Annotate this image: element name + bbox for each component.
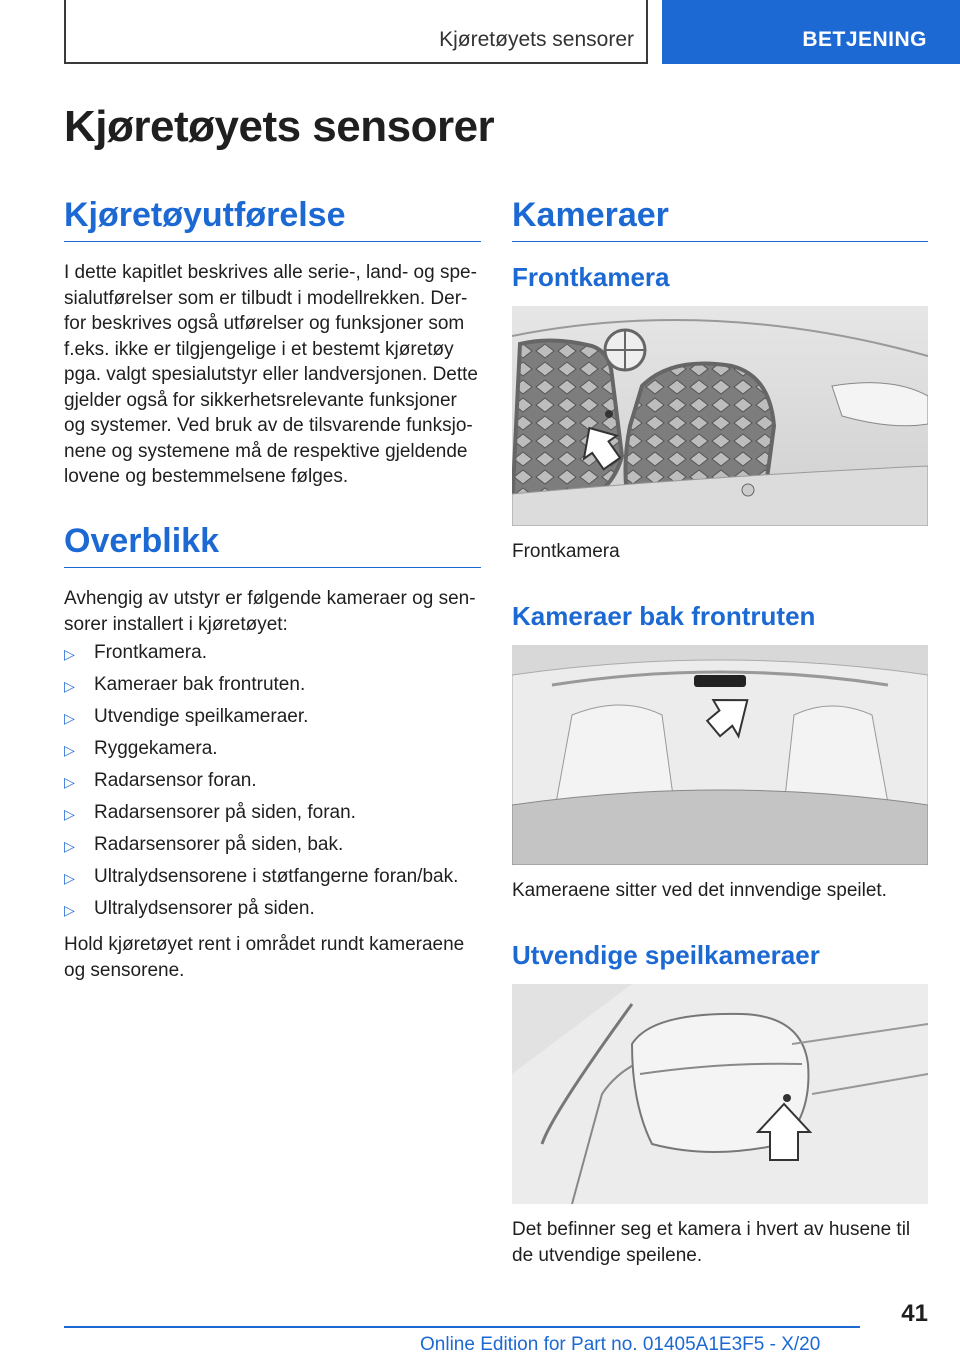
- list-item-text: Radarsensor foran.: [94, 770, 257, 791]
- heading-mirror-cameras: Utvendige speilkameraer: [512, 940, 820, 970]
- list-item: [64, 768, 484, 800]
- running-header: [64, 0, 648, 64]
- list-item-text: Ultralydsensorene i støtfangerne foran/bak.: [94, 866, 459, 887]
- list-item: [64, 640, 484, 672]
- text-line: Avhengig av utstyr er følgende kameraer og sen-: [64, 588, 476, 609]
- triangle-bullet-icon: ▷: [64, 646, 75, 662]
- text-line: nene og systemene må de respektive gjeldende: [64, 440, 468, 462]
- heading-overview: Overblikk: [64, 522, 481, 568]
- text-line: pga. valgt spesialutstyr eller landversjonen. Dette: [64, 364, 479, 385]
- list-item: [64, 832, 484, 864]
- list-item: [64, 800, 484, 832]
- equipment-paragraph: [64, 260, 484, 490]
- mirror-camera-caption: [512, 1217, 932, 1268]
- chapter-tab[interactable]: [662, 0, 960, 64]
- text-line: gjelder også for sikkerhetsrelevante funksjoner: [64, 389, 457, 411]
- triangle-bullet-icon: ▷: [64, 902, 75, 918]
- front-camera-illustration: [512, 306, 928, 526]
- triangle-bullet-icon: ▷: [64, 710, 75, 726]
- list-item: [64, 864, 484, 896]
- sensor-list: [64, 640, 484, 928]
- heading-cameras: Kameraer: [512, 196, 928, 242]
- list-item-text: Frontkamera.: [94, 642, 207, 663]
- list-item-text: Utvendige speilkameraer.: [94, 706, 309, 727]
- running-header-title: Kjøretøyets sensorer: [439, 28, 634, 51]
- closing-paragraph: [64, 932, 484, 983]
- text-line: for beskrives også utførelser og funksjoner som: [64, 313, 465, 334]
- list-item-text: Kameraer bak frontruten.: [94, 674, 306, 695]
- text-line: I dette kapitlet beskrives alle serie-, land- og spe-: [64, 262, 477, 283]
- heading-front-camera: Frontkamera: [512, 262, 670, 292]
- mirror-camera-illustration: [512, 984, 928, 1204]
- list-item-text: Radarsensorer på siden, foran.: [94, 802, 356, 823]
- footer-edition-text: Online Edition for Part no. 01405A1E3F5 - X/20: [420, 1334, 821, 1355]
- text-line: og systemer. Ved bruk av de tilsvarende funksjo-: [64, 415, 473, 436]
- footer-divider: [64, 1326, 860, 1328]
- overview-intro: [64, 586, 484, 637]
- chapter-tab-label: BETJENING: [802, 28, 927, 51]
- windshield-camera-caption: Kameraene sitter ved det innvendige speilet.: [512, 880, 887, 901]
- triangle-bullet-icon: ▷: [64, 870, 75, 886]
- list-item-text: Ryggekamera.: [94, 738, 218, 759]
- text-line: de utvendige speilene.: [512, 1244, 703, 1266]
- triangle-bullet-icon: ▷: [64, 678, 75, 694]
- list-item: [64, 736, 484, 768]
- list-item-text: Radarsensorer på siden, bak.: [94, 834, 344, 855]
- list-item-text: Ultralydsensorer på siden.: [94, 898, 315, 919]
- list-item: [64, 704, 484, 736]
- text-line: sorer installert i kjøretøyet:: [64, 613, 288, 635]
- page-title: Kjøretøyets sensorer: [64, 102, 495, 151]
- list-item: [64, 672, 484, 704]
- triangle-bullet-icon: ▷: [64, 742, 75, 758]
- text-line: Det befinner seg et kamera i hvert av husene til: [512, 1219, 911, 1240]
- triangle-bullet-icon: ▷: [64, 806, 75, 822]
- text-line: Hold kjøretøyet rent i området rundt kameraene: [64, 934, 465, 955]
- triangle-bullet-icon: ▷: [64, 774, 75, 790]
- list-item: [64, 896, 484, 928]
- heading-windshield-cameras: Kameraer bak frontruten: [512, 601, 816, 631]
- windshield-camera-illustration: [512, 645, 928, 865]
- page-number: 41: [901, 1300, 928, 1327]
- text-line: f.eks. ikke er tilgjengelige i et bestemt kjøretøy: [64, 338, 454, 360]
- text-line: lovene og bestemmelsene følges.: [64, 466, 349, 487]
- text-line: og sensorene.: [64, 959, 185, 981]
- heading-equipment: Kjøretøyutførelse: [64, 196, 481, 242]
- front-camera-caption: Frontkamera: [512, 541, 620, 562]
- text-line: sialutførelser som er tilbudt i modellrekken. Der-: [64, 287, 468, 309]
- triangle-bullet-icon: ▷: [64, 838, 75, 854]
